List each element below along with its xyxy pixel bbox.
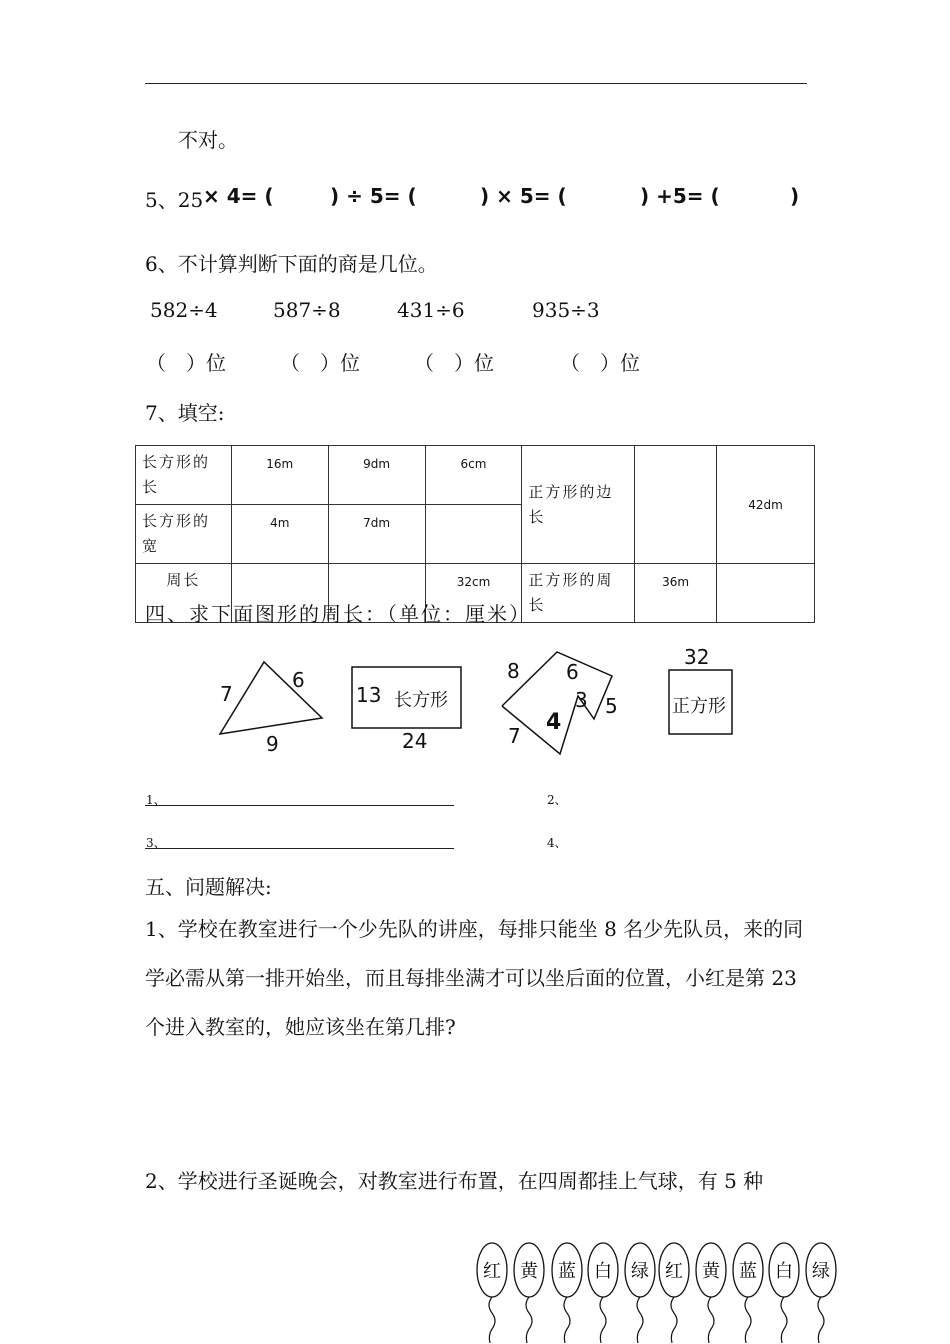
carryover-text: 不对。	[178, 128, 238, 152]
answer-label: 3、	[146, 836, 166, 850]
balloon-label: 白	[594, 1261, 612, 1282]
q6-answer: （ ）位	[280, 351, 360, 375]
fig1-side-a: 7	[220, 682, 233, 706]
cell: 36m	[635, 564, 717, 623]
fig3-e: 7	[508, 724, 521, 748]
q6-item: 431÷6	[397, 298, 465, 322]
q5-part3: ) × 5= (	[480, 184, 567, 208]
balloon	[625, 1243, 655, 1343]
cell: 32cm	[425, 564, 522, 623]
q6-item: 935÷3	[532, 298, 600, 322]
balloon	[696, 1243, 726, 1343]
balloon-label: 绿	[812, 1261, 830, 1282]
cell: 4m	[231, 505, 328, 564]
cell: 42dm	[717, 446, 815, 564]
fig2-name: 长方形	[394, 690, 448, 711]
balloon-label: 红	[483, 1261, 501, 1282]
q5-part1: × 4= (	[203, 184, 274, 208]
balloon-string	[526, 1297, 532, 1343]
answer-label: 2、	[547, 793, 567, 807]
cell-square-perimeter-label: 正方形的周长	[522, 564, 635, 623]
balloon-string	[671, 1297, 677, 1343]
balloon	[477, 1243, 507, 1343]
fig3-c: 3	[575, 688, 588, 712]
fig3-b: 6	[566, 660, 579, 684]
fig3-a: 8	[507, 659, 520, 683]
cell: 16m	[231, 446, 328, 505]
cell: 7dm	[328, 505, 425, 564]
q6-item: 582÷4	[150, 298, 218, 322]
problem-2: 2、学校进行圣诞晚会，对教室进行布置，在四周都挂上气球，有 5 种	[145, 1169, 764, 1193]
q6-answer: （ ）位	[560, 351, 640, 375]
q6-item: 587÷8	[273, 298, 341, 322]
q5-prefix: 5、25	[145, 188, 204, 212]
section5-title: 五、问题解决:	[145, 875, 272, 899]
fig3-d: 5	[605, 694, 618, 718]
balloon-label: 黄	[520, 1261, 538, 1282]
balloon-label: 绿	[631, 1261, 649, 1282]
fig4-side: 32	[684, 645, 710, 669]
balloon-string	[564, 1297, 570, 1343]
balloon-label: 红	[665, 1261, 683, 1282]
balloon	[733, 1243, 763, 1343]
section4-title: 四、求下面图形的周长：（单位：厘米）	[145, 602, 531, 626]
q7-title: 7、填空:	[145, 401, 225, 425]
cell: 6cm	[425, 446, 522, 505]
cell-perimeter-label: 周长	[136, 564, 232, 623]
fig2-length: 24	[402, 729, 428, 753]
balloon-string	[818, 1297, 824, 1343]
balloon-string	[708, 1297, 714, 1343]
answer-label: 4、	[547, 836, 567, 850]
balloon	[588, 1243, 618, 1343]
balloon-string	[489, 1297, 495, 1343]
balloon-string	[600, 1297, 606, 1343]
balloon	[659, 1243, 689, 1343]
fig4-name: 正方形	[672, 696, 726, 717]
problem-1: 1、学校在教室进行一个少先队的讲座，每排只能坐 8 名少先队员，来的同学必需从第一排开始坐，而且每排坐满才可以坐后面的位置，小红是第 23 个进入教室的，她应该坐在第几排?	[145, 917, 804, 1039]
q5-part5: )	[790, 184, 800, 208]
balloon-label: 黄	[702, 1261, 720, 1282]
fig3-f: 4	[546, 710, 562, 735]
q5-part4: ) +5= (	[640, 184, 720, 208]
balloon	[806, 1243, 836, 1343]
cell-square-side-label: 正方形的边长	[522, 446, 635, 564]
fig1-side-b: 6	[292, 668, 305, 692]
balloon-string	[637, 1297, 643, 1343]
cell: 9dm	[328, 446, 425, 505]
cell-rect-width-label: 长方形的宽	[136, 505, 232, 564]
balloon	[514, 1243, 544, 1343]
q6-answer: （ ）位	[414, 351, 494, 375]
q5-part2: ) ÷ 5= (	[330, 184, 417, 208]
balloon-label: 蓝	[739, 1261, 757, 1282]
answer-label: 1、	[146, 793, 166, 807]
fig1-side-c: 9	[266, 732, 279, 756]
balloon-label: 蓝	[558, 1261, 576, 1282]
balloon-string	[781, 1297, 787, 1343]
balloon-label: 白	[775, 1261, 793, 1282]
q6-answer: （ ）位	[146, 351, 226, 375]
cell-rect-length-label: 长方形的长	[136, 446, 232, 505]
balloon-string	[745, 1297, 751, 1343]
q6-title: 6、不计算判断下面的商是几位。	[145, 252, 438, 276]
balloon	[552, 1243, 582, 1343]
fig2-width: 13	[356, 683, 382, 707]
balloon	[769, 1243, 799, 1343]
